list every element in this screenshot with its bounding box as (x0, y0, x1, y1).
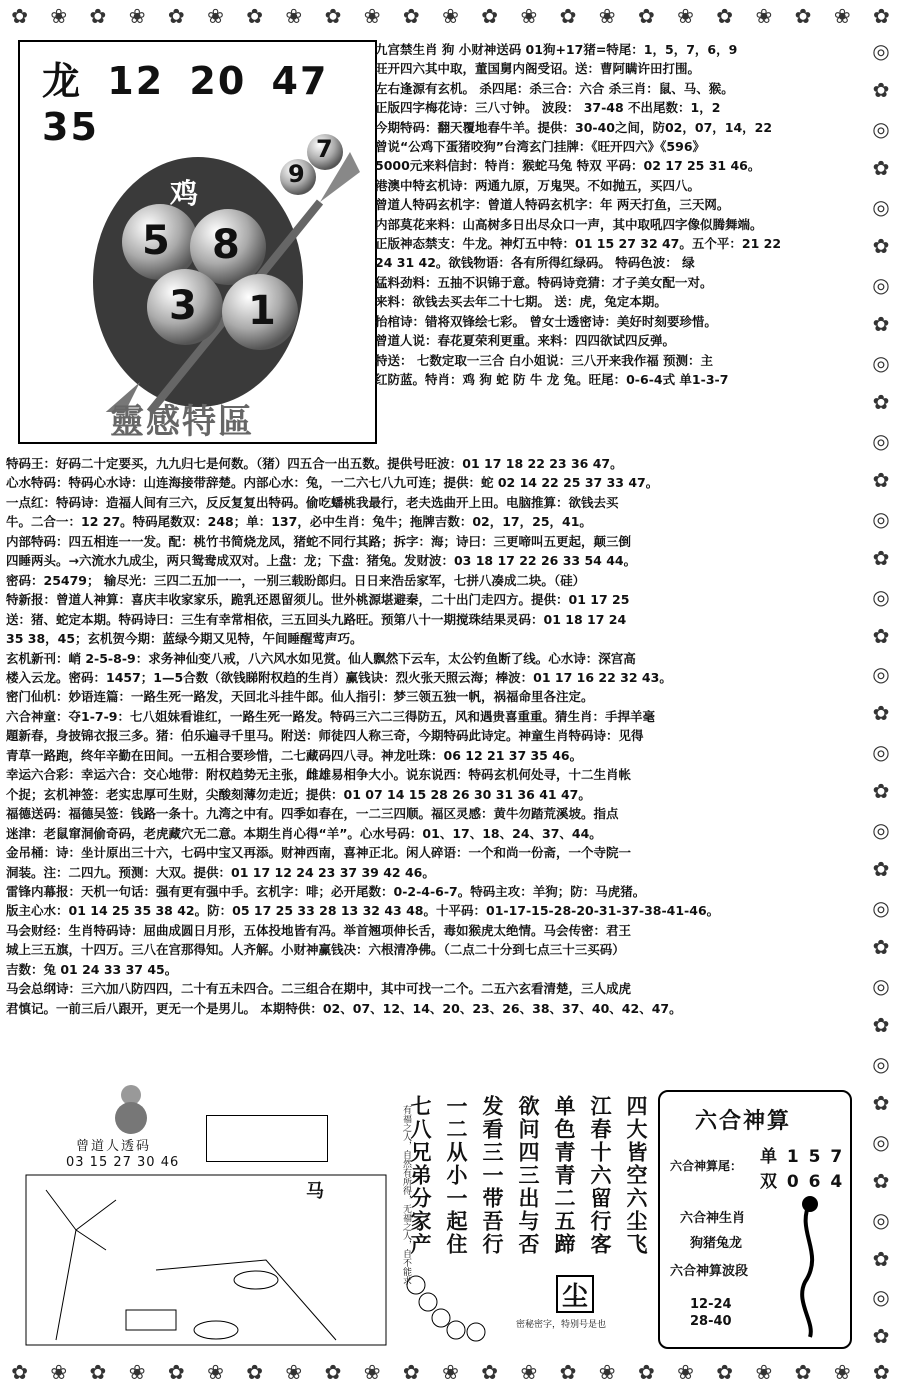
text-line: 九宫禁生肖 狗 小财神送码 01狗+17猪=特尾：1，5，7，6，9 (375, 42, 738, 57)
liuhe-calc-panel (658, 1090, 852, 1349)
text-line: 福德送码：福德吴签：钱路一条十。九湾之中有。四季如春在，一二三四顺。福区灵感：黄牛勿踏荒溪坡。指点 (6, 806, 619, 822)
text-line: 抬棺诗：错将双锋绘七彩。 曾女士透密诗：美好时刻要珍惜。 (375, 313, 717, 329)
text-line: 今期特码：翻天覆地春牛羊。提供：30-40之间，防02，07，14，22 (375, 119, 773, 135)
liuhe-wave: 28-40 (690, 1314, 732, 1329)
text-line: 左右逢源有玄机。 杀四尾：杀三合：六合 杀三肖：鼠、马、猴。 (375, 80, 734, 96)
ball-label: 3 (169, 283, 197, 329)
text-line: 玄机新刊：峭 2-5-8-9：求务神仙变八戒，八六风水如见赏。仙人飘然下云车，太公钓鱼断了线。心水诗：深宫高 (6, 650, 636, 666)
text-line: 吉数：兔 01 24 33 37 45。 (6, 961, 178, 977)
text-line: 内部莫花来料：山高树多日出尽众口一声，其中取吼四字像似腾舞端。 (375, 216, 763, 232)
side-note: 有福之人，自然有所得，无福之人，自不能求 (401, 1105, 411, 1285)
poem-line: 四大皆空六尘飞 (624, 1095, 648, 1256)
text-line: 洞装。注：二四九。预测：大双。提供：01 17 12 24 23 37 39 42 46。 (6, 864, 435, 880)
text-line: 24 31 42。欲钱物语：各有所得红绿码。 特码色波： 绿 (375, 255, 695, 271)
egg-label: 鸡 (170, 177, 199, 210)
logo-zodiac: 龙 (42, 59, 83, 103)
text-line: 旺开四六其中取，董国舅内阁受诏。送：曹阿瞒许田打围。 (375, 61, 701, 77)
text-line: 題新春，身披锦衣报三多。猪：伯乐遍寻千里马。附送：师徒四人称三奇，今期特码此诗定。神童生肖特码诗：见得 (6, 728, 644, 744)
text-line: 个捉；玄机神签：老实忠厚可生财，尖酸刻薄勿走近；提供：01 07 14 15 28 26 30 31 36 41 47。 (6, 786, 591, 802)
liuhe-single: 单 1 5 7 (760, 1147, 845, 1167)
ball-label: 1 (248, 288, 276, 334)
gourd-icon (101, 1080, 161, 1140)
arrow-ball-label: 7 (316, 135, 333, 163)
zeng-label: 曾道人透码 (76, 1139, 152, 1154)
liuhe-zodiac: 狗猪兔龙 (690, 1236, 743, 1251)
poem-line: 江春十六留行客 (588, 1095, 612, 1256)
poem-line: 七八兄弟分家产 (408, 1095, 432, 1256)
text-line: 特新报：曾道人神算：喜庆丰收家家乐，跪乳还恩留须儿。世外桃源堪避秦，二十出门走四方。提供：01 17 25 (6, 592, 630, 608)
text-line: 曾道人说：春花夏荣利更重。来料：四四欲试四反弹。 (375, 333, 676, 349)
text-line: 一点红：特码诗：造福人间有三六，反反复复出特码。偷吃蟠桃我最行，老夫选曲开上田。电脑推算：欲钱去买 (6, 494, 619, 510)
text-line: 港澳中特玄机诗：两通九原，万鬼哭。不如抛五，买四八。 (375, 177, 701, 193)
text-line: 曾道人特码玄机字：曾道人特码玄机字：年 两天打鱼，三天网。 (375, 197, 730, 213)
liuhe-title: 六合神算 (695, 1109, 792, 1134)
ma-label: 马 (306, 1181, 324, 1202)
text-line: 幸运六合彩：幸运六合：交心地带：附权趋势无主张，雌雄易相争大小。说东说西：特码玄机何处寻，十二生肖帐 (6, 767, 632, 783)
text-line: 马会财经：生肖特码诗：屈曲成圆日月形，五体投地皆有冯。举首翘项伸长舌，毒如猴虎太绝情。马会传密：君王 (6, 922, 632, 938)
logo-footer: 靈感特區 (110, 402, 254, 442)
poem-line: 发看三一带吾行 (480, 1095, 504, 1256)
poem-line: 单色青青二五蹄 (552, 1095, 576, 1256)
text-line: 猛料劲料：五抽不识锦于意。特码诗竞猜：才子美女配一对。 (375, 274, 713, 290)
text-line: 正版神态禁支：牛龙。神灯五中特：01 15 27 32 47。五个平：21 22 (375, 236, 782, 252)
full-text-block (6, 454, 866, 1018)
text-line: 特码王：好码二十定要买，九九归七是何数。（猪）四五合一出五数。提供号旺波：01 17 18 22 23 36 47。 (6, 456, 623, 471)
text-line: 楼入云龙。密码：1457；1—5合数（欲钱睇附权趋的生肖）赢钱诀：烈火张天照云海；棒波：01 17 16 22 32 43。 (6, 669, 672, 685)
top-border-flowers: ✿ ❀ ✿ ❀ ✿ ❀ ✿ ❀ ✿ ❀ ✿ ❀ ✿ ❀ ✿ ❀ ✿ ❀ ✿ ❀ ✿ ❀ ✿ (11, 4, 890, 28)
text-line: 特送： 七数定取一三合 白小姐说：三八开来我作福 预测：主 (375, 352, 714, 368)
liuhe-double: 双 0 6 4 (760, 1172, 845, 1192)
text-line: 君慎记。一前三后八跟开，更无一个是男儿。 本期特供：02、07、12、14、20、23、26、38、37、40、42、47。 (6, 1000, 682, 1016)
text-line: 城上三五旗，十四万。三八在宫那得知。人齐解。小财神赢钱决：六根清净佛。（二点二十分到七点三十三买码） (6, 942, 625, 958)
logo-num: 20 (189, 59, 247, 103)
liuhe-wave-label: 六合神算波段 (670, 1264, 749, 1279)
logo-panel (18, 40, 377, 444)
arrow-ball-label: 9 (288, 160, 305, 188)
liuhe-tail-label: 六合神算尾： (670, 1159, 743, 1173)
immortal-figure-illustration (775, 1192, 845, 1342)
zeng-panel (16, 1085, 396, 1355)
text-line: 迷津：老鼠窜洞偷奇码，老虎藏穴无二意。本期生肖心得“羊”。心水号码：01、17、18、24、37、44。 (6, 825, 602, 841)
bottom-area (6, 1085, 866, 1355)
zeng-nums: 03 15 27 30 46 (66, 1155, 180, 1170)
text-line: 密码：25479； 输尽光：三四二五加一一，一别三载盼郎归。日日来浩岳家军，七拼八凑成二块。（硅） (6, 572, 586, 588)
text-line: 心水特码：特码心水诗：山连海接带辞楚。内部心水：兔，一二六七八九可连；提供：蛇 02 14 22 25 37 33 47。 (6, 475, 659, 491)
dust-note: 密秘密字，特别号是也 (516, 1320, 607, 1330)
right-border-flowers: ◎ ✿ ◎ ✿ ◎ ✿ ◎ ✿ ◎ ✿ ◎ ✿ ◎ ✿ ◎ ✿ ◎ ✿ ◎ ✿ ◎ ✿ ◎ ✿ ◎ ✿ ◎ ✿ ◎ ✿ ◎ ✿ ◎ ✿ (872, 39, 890, 1349)
text-line: 青草一路跑，终年辛勤在田间。一五相合要珍惜，二七藏码四八寻。神龙吐珠：06 12 21 37 35 46。 (6, 747, 583, 763)
text-line: 曾说“公鸡下蛋猪咬狗”台湾玄门挂牌：《旺开四六》《596》 (375, 139, 706, 155)
text-line: 来料：欲钱去买去年二十七期。 送：虎，兔定本期。 (375, 294, 667, 310)
text-line: 版主心水：01 14 25 35 38 42。防：05 17 25 33 28 13 32 43 48。十平码：01-17-15-28-20-31-37-38-41-46。 (6, 903, 720, 919)
bottom-border-flowers: ✿ ❀ ✿ ❀ ✿ ❀ ✿ ❀ ✿ ❀ ✿ ❀ ✿ ❀ ✿ ❀ ✿ ❀ ✿ ❀ ✿ ❀ ✿ (11, 1360, 890, 1384)
text-line: 正版四字梅花诗：三八寸钟。 波段： 37-48 不出尾数：1，2 (375, 100, 721, 116)
farm-scene-illustration (16, 1170, 396, 1350)
scroll-table (206, 1115, 328, 1162)
text-line: 送：猪、蛇定本期。特码诗曰：三生有幸常相依，三五回头九路旺。预第八十一期搅珠结果灵码：01 18 17 24 (6, 611, 627, 627)
ball-label: 8 (212, 222, 240, 268)
logo-num: 12 (107, 59, 165, 103)
ball-label: 5 (142, 218, 170, 264)
text-line: 密门仙机：妙语连篇：一路生死一路发，天回北斗挂牛郎。仙人指引：梦三领五独一帆，祸福命里各注定。 (6, 689, 594, 705)
poem-line: 一二从小一起住 (444, 1095, 468, 1256)
number-balls-decoration (401, 1270, 501, 1350)
text-line: 牛。二合一：12 27。特码尾数双：248；单：137，必中生肖：兔牛；拖牌吉数：02，17，25，41。 (6, 514, 592, 530)
vertical-poem (408, 1095, 651, 1285)
text-line: 35 38，45；玄机贺今期：蓝绿今期又见特，午间睡醒莺声巧。 (6, 631, 363, 647)
dust-char-box: 尘 (556, 1275, 594, 1313)
text-line: 四睡两头。→六流水九成尘，两只鸳鸯成双对。上盘：龙；下盘：猪兔。发财波：03 18 17 22 26 33 54 44。 (6, 553, 637, 569)
text-line: 金吊桶：诗：坐计原出三十六，七码中宝又再添。财神西南，喜神正北。闲人碎语：一个和尚一份斋，一个寺院一 (6, 845, 632, 861)
egg-illustration (20, 82, 375, 412)
text-line: 马会总纲诗：三六加八防四四，二十有五未四合。二三组合在期中，其中可找一二个。二五六玄看清楚，三人成虎 (6, 981, 632, 997)
liuhe-wave: 12-24 (690, 1297, 732, 1312)
text-line: 红防蓝。特肖：鸡 狗 蛇 防 牛 龙 兔。旺尾：0-6-4式 单1-3-7 (375, 371, 729, 387)
logo-num: 47 (271, 59, 329, 103)
text-line: 六合神童：夺1-7-9：七八姐妹看谁红，一路生死一路发。特码三六二三得防五，风和遇贵喜重重。猜生肖：手捍羊毫 (6, 708, 655, 724)
main-text-column (375, 40, 865, 389)
text-line: 雷锋内幕报：天机一句话：强有更有强中手。玄机字：啡；必开尾数：0-2-4-6-7。特码主攻：羊狗；防：马虎猪。 (6, 883, 646, 899)
text-line: 内部特码：四五相连一一发。配：桃竹书简烧龙凤，猪蛇不同行其路；拆字：海；诗曰：三更啼叫五更起，颠三倒 (6, 533, 632, 549)
liuhe-zodiac-label: 六合神生肖 (680, 1211, 746, 1226)
text-line: 5000元来料信封：特肖：猴蛇马兔 特双 平码：02 17 25 31 46。 (375, 158, 761, 174)
logo-num: 35 (42, 105, 99, 149)
poem-line: 欲问四三出与否 (516, 1095, 540, 1256)
